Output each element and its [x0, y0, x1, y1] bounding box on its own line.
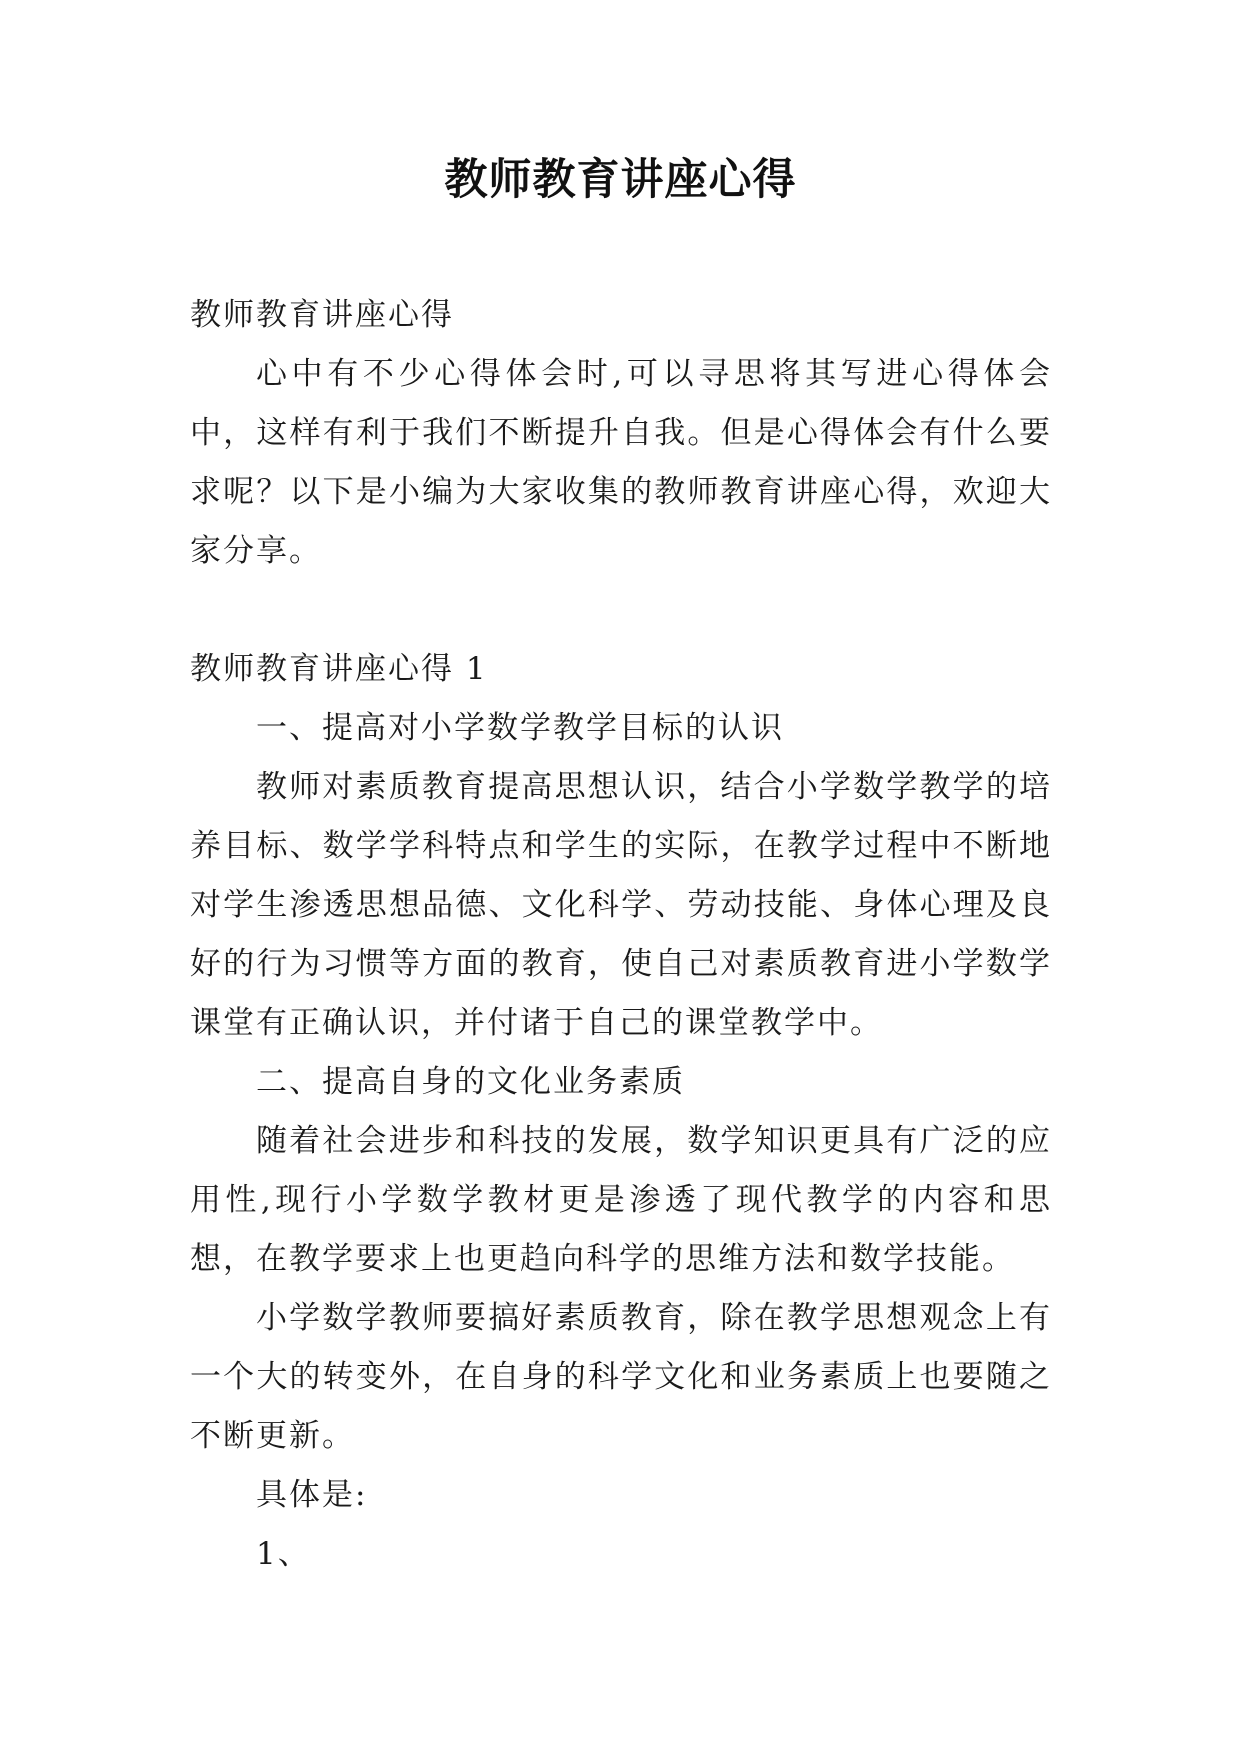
body-paragraph-2: 随着社会进步和科技的发展，数学知识更具有广泛的应用性,现行小学数学教材更是渗透了现代教学的内容和思想，在教学要求上也更趋向科学的思维方法和数学技能。 — [190, 1123, 1052, 1277]
body-paragraph-3: 小学数学教师要搞好素质教育，除在教学思想观念上有一个大的转变外，在自身的科学文化和业务素质上也要随之不断更新。 — [190, 1300, 1052, 1454]
document-title: 教师教育讲座心得 — [444, 155, 797, 205]
paragraph-spacer — [190, 581, 1052, 640]
subheading-1: 一、提高对小学数学教学目标的认识 — [256, 710, 784, 746]
body-paragraph-4: 具体是: — [256, 1477, 368, 1513]
list-item-1: 1、 — [256, 1536, 311, 1572]
document-body — [190, 286, 1052, 1584]
body-paragraph-1: 教师对素质教育提高思想认识，结合小学数学教学的培养目标、数学学科特点和学生的实际，在教学过程中不断地对学生渗透思想品德、文化科学、劳动技能、身体心理及良好的行为习惯等方面的教育，使自己对素质教育进小学数学课堂有正确认识，并付诸于自己的课堂教学中。 — [190, 769, 1052, 1041]
section-heading: 教师教育讲座心得 1 — [190, 651, 488, 687]
intro-paragraph: 心中有不少心得体会时,可以寻思将其写进心得体会中，这样有利于我们不断提升自我。但是心得体会有什么要求呢？以下是小编为大家收集的教师教育讲座心得，欢迎大家分享。 — [190, 356, 1052, 569]
subheading-2: 二、提高自身的文化业务素质 — [256, 1064, 685, 1100]
article-heading: 教师教育讲座心得 — [190, 297, 454, 333]
